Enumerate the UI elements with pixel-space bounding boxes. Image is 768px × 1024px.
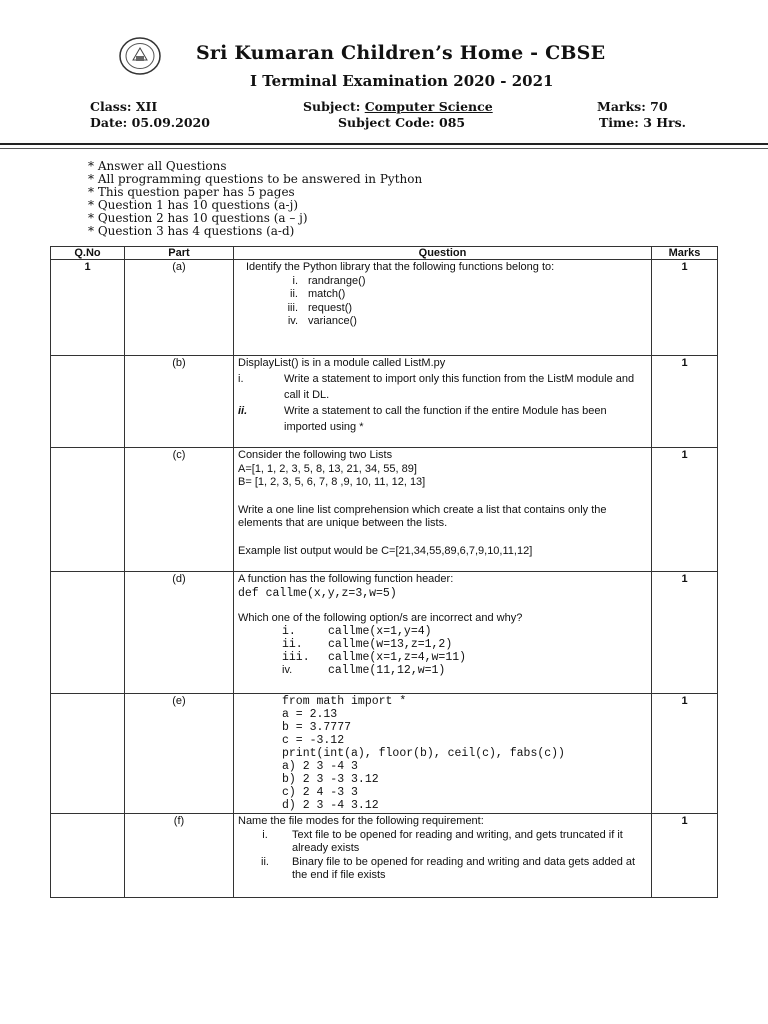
part-cell: (c): [125, 448, 234, 572]
list-item: i. callme(x=1,y=4): [282, 625, 432, 638]
col-marks: Marks: [652, 247, 718, 260]
instruction-item: * All programming questions to be answered in Python: [88, 172, 423, 186]
instructions: [88, 160, 422, 238]
marks-cell: 1: [652, 814, 718, 898]
subject-code: Subject Code: 085: [338, 115, 466, 130]
code-line: print(int(a), floor(b), ceil(c), fabs(c)): [282, 747, 565, 760]
marks-cell: 1: [652, 356, 718, 448]
table-row: [51, 260, 718, 356]
qno-cell: 1: [51, 260, 125, 356]
list-a: A=[1, 1, 2, 3, 5, 8, 13, 21, 34, 55, 89]: [238, 462, 417, 475]
list-item: i. Write a statement to import only this function from the ListM module and call it DL.: [238, 372, 635, 401]
part-cell: (d): [125, 572, 234, 694]
list-item: iii. request(): [287, 301, 353, 314]
marks-cell: 1: [652, 260, 718, 356]
list-item: ii. Binary file to be opened for reading and writing and data gets added at the end if file exists: [261, 855, 636, 881]
question-text: Identify the Python library that the following functions belong to:: [246, 261, 555, 273]
question-cell: [234, 448, 652, 572]
marks-label: Marks: 70: [597, 99, 668, 114]
school-logo: [118, 36, 162, 76]
option-line: a) 2 3 -4 3: [282, 760, 358, 773]
table-row: [51, 814, 718, 898]
code-line: c = -3.12: [282, 734, 345, 747]
part-cell: (f): [125, 814, 234, 898]
table-row: [51, 448, 718, 572]
list-item: i. randrange(): [292, 274, 366, 287]
school-name: Sri Kumaran Children’s Home - CBSE: [196, 42, 606, 64]
table-row: [51, 572, 718, 694]
header-divider: [0, 143, 768, 145]
list-b: B= [1, 2, 3, 5, 6, 7, 8 ,9, 10, 11, 12, 13]: [238, 476, 426, 488]
subject-label: Subject:: [303, 99, 361, 114]
list-item: iv. variance(): [287, 315, 357, 327]
question-text: Name the file modes for the following requirement:: [238, 815, 484, 827]
time-label: Time: 3 Hrs.: [599, 115, 687, 130]
function-header: def callme(x,y,z=3,w=5): [238, 586, 397, 600]
marks-cell: 1: [652, 448, 718, 572]
list-item: ii. Write a statement to call the function if the entire Module has been imported using *: [238, 404, 607, 433]
list-item: i. Text file to be opened for reading and writing, and gets truncated if it already exists: [262, 828, 623, 854]
list-item: ii. callme(w=13,z=1,2): [282, 638, 453, 651]
question-cell: [234, 260, 652, 356]
instruction-item: * Question 1 has 10 questions (a-j): [88, 198, 299, 212]
question-cell: [234, 694, 652, 814]
instruction-item: * This question paper has 5 pages: [88, 185, 295, 199]
option-line: d) 2 3 -4 3.12: [282, 799, 379, 812]
option-line: c) 2 4 -3 3: [282, 786, 358, 799]
exam-title: I Terminal Examination 2020 - 2021: [250, 72, 554, 90]
date-label: Date: 05.09.2020: [90, 115, 210, 130]
question-text: Which one of the following option/s are incorrect and why?: [238, 611, 523, 624]
question-text: A function has the following function header:: [238, 573, 454, 585]
marks-cell: 1: [652, 694, 718, 814]
col-qno: Q.No: [51, 247, 125, 260]
instruction-item: * Question 2 has 10 questions (a – j): [88, 211, 308, 225]
table-row: [51, 694, 718, 814]
code-line: b = 3.7777: [282, 721, 352, 734]
subject-line: [303, 99, 493, 114]
list-item: iv. callme(11,12,w=1): [282, 664, 446, 677]
question-cell: [234, 572, 652, 694]
part-cell: (a): [125, 260, 234, 356]
marks-cell: 1: [652, 572, 718, 694]
col-question: Question: [234, 247, 652, 260]
question-cell: [234, 356, 652, 448]
question-text: DisplayList() is in a module called ListM.py: [238, 357, 446, 369]
table-header-row: [51, 247, 718, 260]
example-text: Example list output would be C=[21,34,55,89,6,7,9,10,11,12]: [238, 544, 533, 557]
header-divider-thin: [0, 148, 768, 149]
list-item: ii. match(): [290, 288, 346, 300]
instruction-item: * Answer all Questions: [88, 159, 227, 173]
questions-table: [50, 246, 718, 898]
class-label: Class: XII: [90, 99, 158, 114]
list-item: iii. callme(x=1,z=4,w=11): [282, 651, 467, 664]
code-line: a = 2.13: [282, 708, 338, 721]
code-line: from math import *: [282, 695, 407, 708]
col-part: Part: [125, 247, 234, 260]
option-line: b) 2 3 -3 3.12: [282, 773, 379, 786]
part-cell: (e): [125, 694, 234, 814]
instruction-item: * Question 3 has 4 questions (a-d): [88, 224, 295, 238]
subject-name: Computer Science: [364, 99, 493, 114]
question-text: Write a one line list comprehension which create a list that contains only the elements that are unique between the lists.: [238, 503, 607, 529]
table-row: [51, 356, 718, 448]
question-cell: [234, 814, 652, 898]
part-cell: (b): [125, 356, 234, 448]
question-text: Consider the following two Lists: [238, 449, 393, 461]
